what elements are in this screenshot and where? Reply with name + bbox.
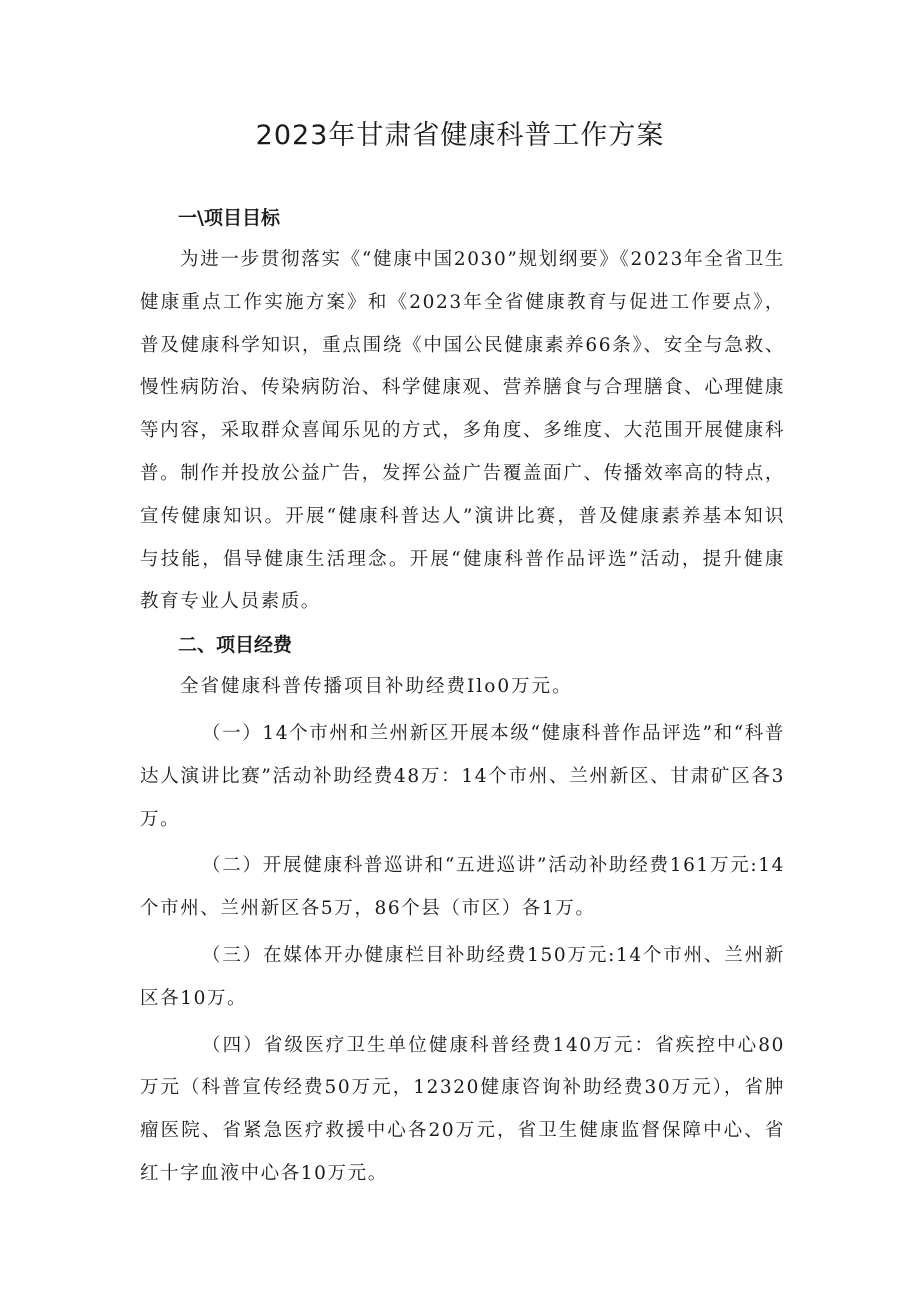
funding-item-3: （三）在媒体开办健康栏目补助经费150万元:14个市州、兰州新区各10万。: [140, 944, 785, 1009]
document-title: 2023年甘肃省健康科普工作方案: [255, 120, 665, 151]
funding-item-2: （二）开展健康科普巡讲和“五进巡讲”活动补助经费161万元:14个市州、兰州新区各5万，86个县（市区）各1万。: [140, 855, 785, 920]
goals-paragraph: 为进一步贯彻落实《“健康中国2030”规划纲要》《2023年全省卫生健康重点工作实施方案》和《2023年全省健康教育与促进工作要点》，普及健康科学知识，重点围绕《中国公民健康素养66条》、安全与急救、慢性病防治、传染病防治、科学健康观、营养膳食与合理膳食、心理健康等内容，采取群众喜闻乐见的方式，多角度、多维度、大范围开展健康科普。制作并投放公益广告，发挥公益广告覆盖面广、传播效率高的特点，宣传健康知识。开展“健康科普达人”演讲比赛，普及健康素养基本知识与技能，倡导健康生活理念。开展“健康科普作品评选”活动，提升健康教育专业人员素质。: [140, 249, 785, 613]
document-body: [140, 197, 785, 1196]
section-heading-funding: 二、项目经费: [178, 634, 293, 657]
section-heading-goals: 一\项目目标: [178, 207, 280, 229]
funding-item-1: （一）14个市州和兰州新区开展本级“健康科普作品评选”和“科普达人演讲比赛”活动补助经费48万：14个市州、兰州新区、甘肃矿区各3万。: [140, 722, 785, 830]
funding-total-paragraph: 全省健康科普传播项目补助经费Ilo0万元。: [180, 676, 573, 698]
funding-item-4: （四）省级医疗卫生单位健康科普经费140万元：省疾控中心80万元（科普宣传经费50万元，12320健康咨询补助经费30万元），省肿瘤医院、省紧急医疗救援中心各20万元，省卫生健康监督保障中心、省红十字血液中心各10万元。: [140, 1034, 785, 1184]
